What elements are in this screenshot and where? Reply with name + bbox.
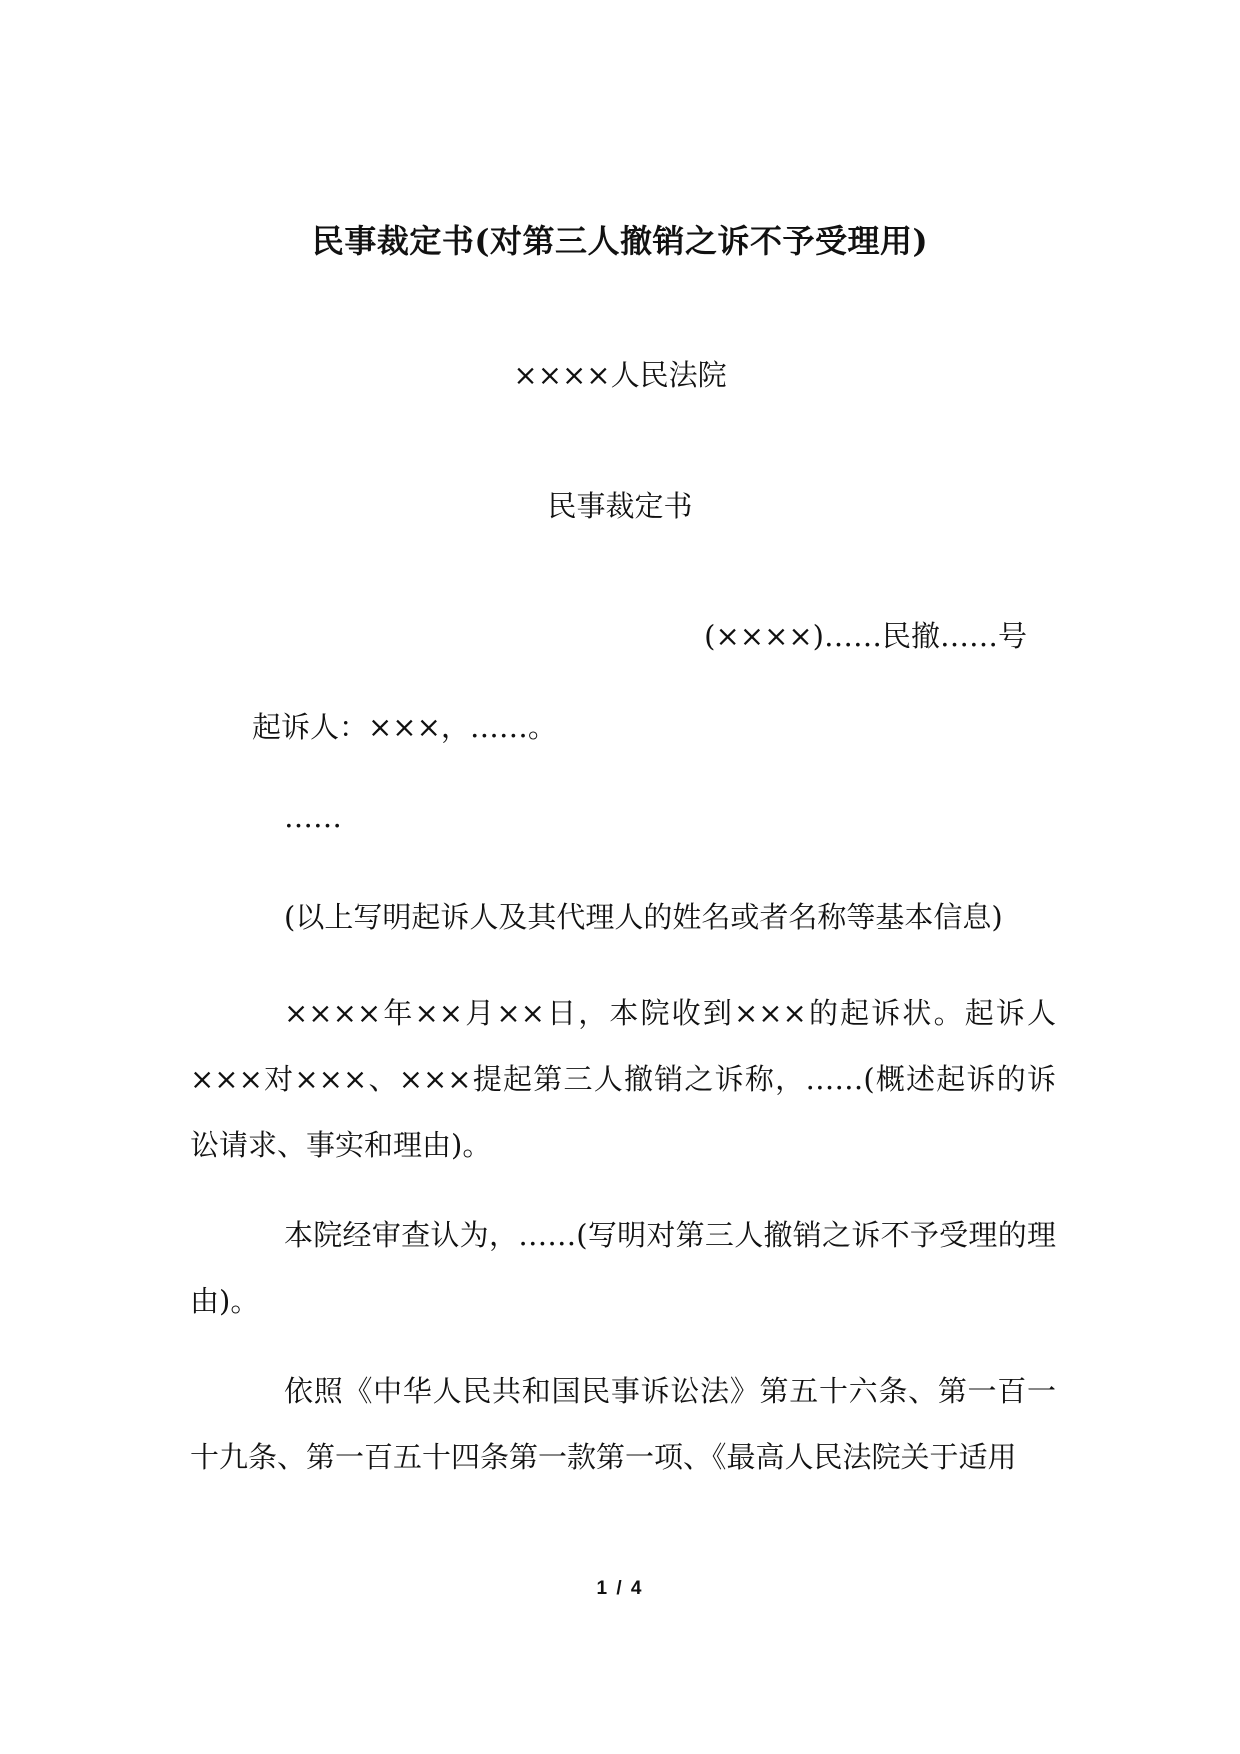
court-name: ××××人民法院: [513, 358, 727, 392]
paragraph-legal-basis: 依照《中华人民共和国民事诉讼法》第五十六条、第一百一十九条、第一百五十四条第一款第一项、《最高人民法院关于适用: [190, 1374, 1056, 1474]
plaintiff-line: 起诉人：×××，……。: [252, 710, 557, 744]
document-type: 民事裁定书: [547, 489, 693, 523]
ellipsis-line: ……: [284, 800, 342, 834]
document-title: 民事裁定书(对第三人撤销之诉不予受理用): [311, 222, 929, 260]
paragraph-review: 本院经审查认为，……(写明对第三人撤销之诉不予受理的理由)。: [190, 1218, 1056, 1318]
case-number: (××××)……民撤……号: [704, 619, 1027, 653]
party-info-note: (以上写明起诉人及其代理人的姓名或者名称等基本信息): [284, 900, 1003, 934]
paragraph-filing: ××××年××月××日，本院收到×××的起诉状。起诉人×××对×××、×××提起第三人撤销之诉称，……(概述起诉的诉讼请求、事实和理由)。: [190, 996, 1056, 1162]
page-indicator: 1 / 4: [596, 1578, 644, 1599]
